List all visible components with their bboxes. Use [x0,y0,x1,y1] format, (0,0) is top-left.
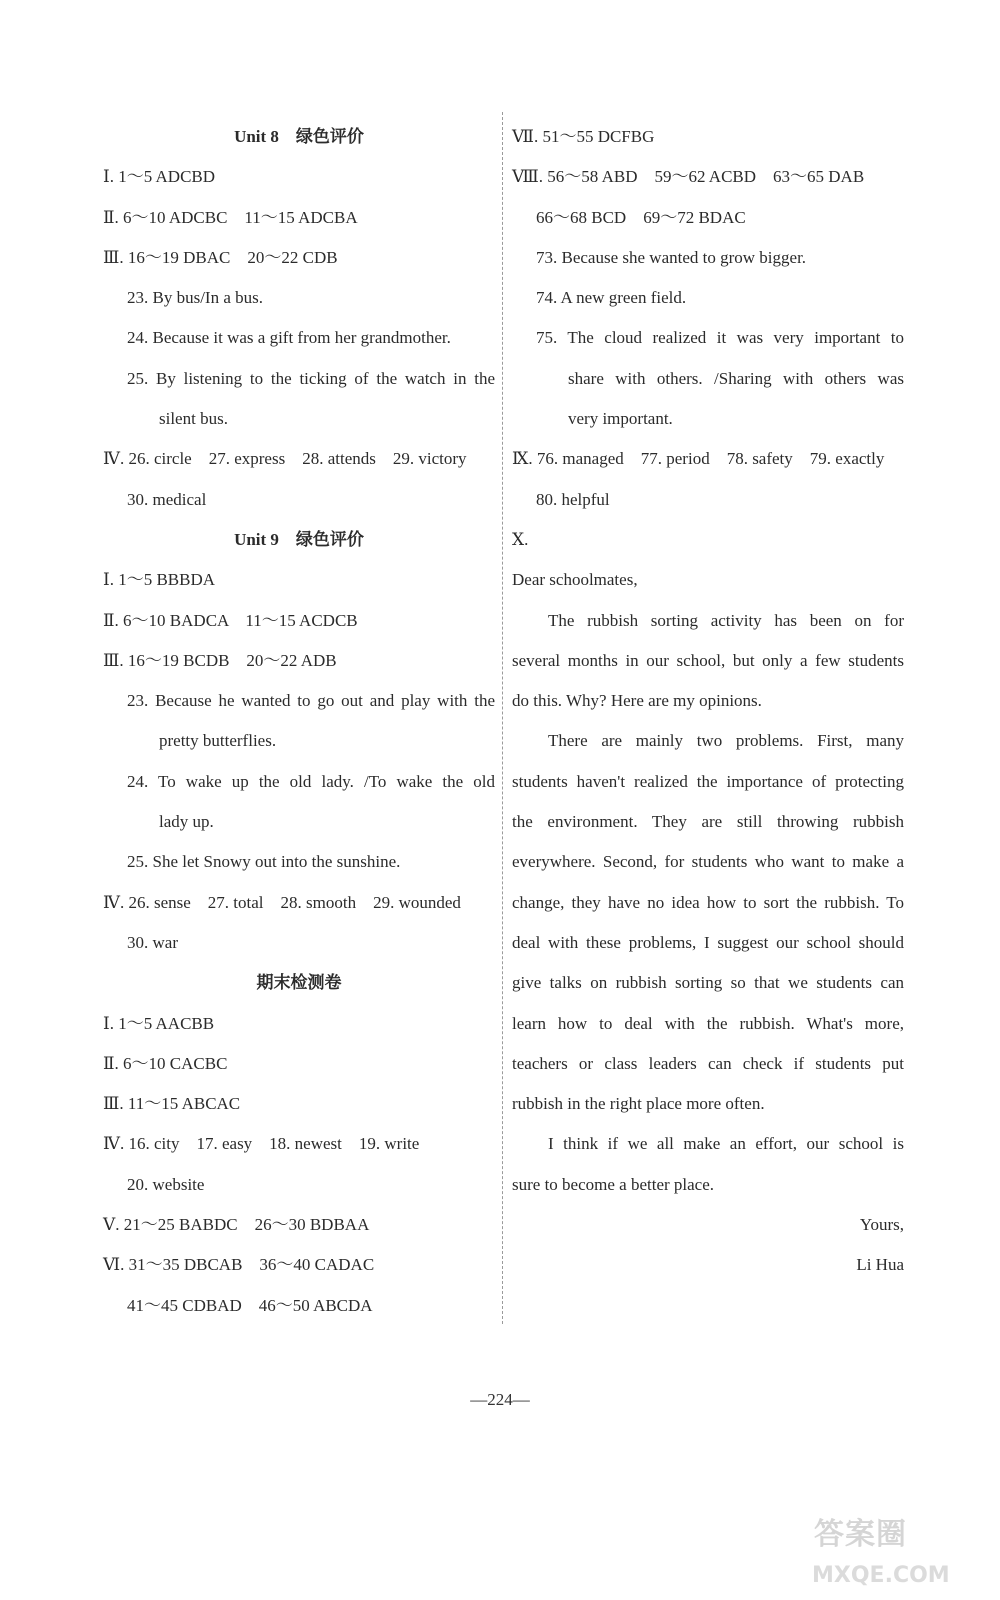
answer-line: Ⅰ. 1～5 BBBDA [103,570,216,590]
answer-line: do this. Why? Here are my opinions. [512,691,762,711]
answer-line: give talks on rubbish sorting so that we students can [512,973,904,993]
answer-line: Ⅷ. 56～58 ABD 59～62 ACBD 63～65 DAB [512,167,865,187]
letter-signoff: Li Hua [856,1255,904,1275]
page-number: —224— [470,1390,530,1409]
answer-line: 24. Because it was a gift from her grandmother. [127,328,451,348]
answer-line: Ⅴ. 21～25 BABDC 26～30 BDBAA [103,1215,370,1235]
answer-line: 20. website [127,1174,205,1194]
answer-line: 23. Because he wanted to go out and play with the [127,691,495,711]
answer-line: 30. war [127,932,178,952]
answer-line: Ⅲ. 11～15 ABCAC [103,1094,241,1114]
answer-line: the environment. They are still throwing rubbish [512,812,904,832]
answer-line: 80. helpful [536,489,610,509]
answer-line: Ⅲ. 16～19 BCDB 20～22 ADB [103,650,337,670]
answer-line: The rubbish sorting activity has been on for [548,610,904,630]
answer-line: Ⅱ. 6～10 ADCBC 11～15 ADCBA [103,207,358,227]
answer-line: Ⅱ. 6～10 CACBC [103,1053,228,1073]
answer-line: There are mainly two problems. First, many [548,731,904,751]
answer-line: teachers or class leaders can check if students put [512,1053,904,1073]
answer-line: 66～68 BCD 69～72 BDAC [536,207,746,227]
answer-line: 24. To wake up the old lady. /To wake the old [127,771,495,791]
answer-line: everywhere. Second, for students who want to make a [512,852,904,872]
answer-line: Ⅰ. 1～5 ADCBD [103,167,216,187]
answer-line: rubbish in the right place more often. [512,1094,765,1114]
answer-line: lady up. [159,812,214,832]
answer-line: change, they have no idea how to sort the rubbish. To [512,892,904,912]
answer-line: Ⅸ. 76. managed 77. period 78. safety 79. exactly [512,449,885,469]
answer-line: very important. [568,409,673,429]
answer-line: 74. A new green field. [536,288,687,308]
answer-line: 73. Because she wanted to grow bigger. [536,247,807,267]
answer-line: 25. By listening to the ticking of the watch in the [127,368,495,388]
letter-signoff: Yours, [859,1215,904,1235]
answer-line: 41～45 CDBAD 46～50 ABCDA [127,1295,373,1315]
answer-line: Ⅰ. 1～5 AACBB [103,1013,215,1033]
column-divider [502,112,503,1324]
section-heading: 期末检测卷 [256,973,342,993]
answer-line: Ⅶ. 51～55 DCFBG [512,127,655,146]
answer-line: Ⅱ. 6～10 BADCA 11～15 ACDCB [103,610,358,630]
answer-line: sure to become a better place. [512,1174,715,1194]
answer-line: Ⅲ. 16～19 DBAC 20～22 CDB [103,247,338,267]
watermark-title: 答案圈 [814,1517,907,1552]
answer-line: several months in our school, but only a few students [512,650,904,670]
watermark-url: MXQE.COM [812,1563,950,1588]
answer-line: students haven't realized the importance of protecting [512,771,904,791]
answer-line: 25. She let Snowy out into the sunshine. [127,852,401,872]
answer-line: Ⅳ. 16. city 17. easy 18. newest 19. write [103,1134,420,1154]
section-heading: Unit 8 绿色评价 [234,127,364,146]
answer-line: Ⅵ. 31～35 DBCAB 36～40 CADAC [103,1255,375,1275]
answer-line: share with others. /Sharing with others was [568,368,904,388]
answer-line: learn how to deal with the rubbish. What's more, [512,1013,904,1033]
answer-line: Ⅳ. 26. circle 27. express 28. attends 29. victory [103,449,467,469]
section-heading: Unit 9 绿色评价 [234,529,364,549]
left-column [103,120,495,1329]
answer-line: Ⅳ. 26. sense 27. total 28. smooth 29. wounded [103,892,461,912]
answer-line: silent bus. [159,409,228,429]
answer-line: deal with these problems, I suggest our school should [512,932,904,952]
right-column [512,120,904,1289]
answer-line: I think if we all make an effort, our school is [548,1134,904,1154]
answer-line: 75. The cloud realized it was very important to [536,328,904,348]
answer-line: 30. medical [127,489,207,509]
answer-line: pretty butterflies. [159,731,277,751]
answer-line: Ⅹ. [512,529,529,549]
watermark-logo [808,1510,978,1590]
answer-line: Dear schoolmates, [512,570,638,590]
answer-line: 23. By bus/In a bus. [127,288,263,308]
